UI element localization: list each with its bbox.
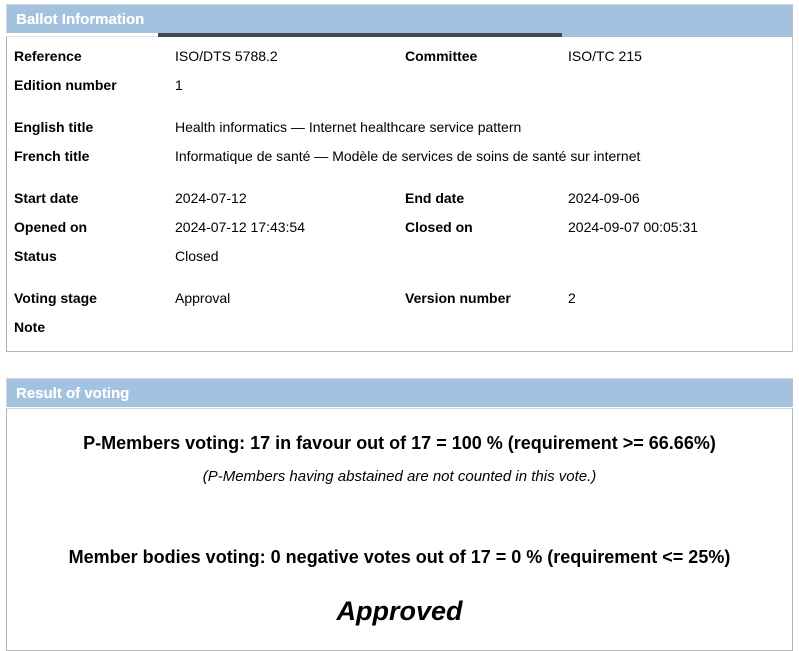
end-date-label: End date <box>405 189 465 206</box>
p-members-voting-line: P-Members voting: 17 in favour out of 17 = 100 % (requirement >= 66.66%) <box>83 433 716 453</box>
row-group-spacer <box>7 99 792 112</box>
table-row-french-title <box>7 141 792 170</box>
english-title-label: English title <box>14 118 94 135</box>
committee-label: Committee <box>405 47 478 64</box>
status-value: Closed <box>175 247 219 264</box>
ballot-information-title: Ballot Information <box>16 11 145 28</box>
table-row-edition <box>7 70 792 99</box>
end-date-value: 2024-09-06 <box>568 189 640 206</box>
voting-stage-value: Approval <box>175 289 231 306</box>
french-title-value: Informatique de santé — Modèle de services de soins de santé sur internet <box>175 147 641 164</box>
header-accent-dark-bar <box>158 33 562 37</box>
table-row-voting-stage-version <box>7 283 792 312</box>
opened-on-label: Opened on <box>14 218 88 235</box>
header-accent-strip <box>6 33 793 37</box>
start-date-label: Start date <box>14 189 79 206</box>
english-title-value: Health informatics — Internet healthcare service pattern <box>175 118 522 135</box>
outcome-approved: Approved <box>336 596 463 626</box>
row-group-spacer <box>7 270 792 283</box>
row-group-spacer <box>7 170 792 183</box>
start-date-value: 2024-07-12 <box>175 189 247 206</box>
table-row-opened-closed <box>7 212 792 241</box>
ballot-information-header <box>6 4 793 33</box>
voting-stage-label: Voting stage <box>14 289 97 306</box>
table-row-reference-committee <box>7 41 792 70</box>
reference-value: ISO/DTS 5788.2 <box>175 47 278 64</box>
header-accent-right <box>562 33 793 37</box>
result-of-voting-panel <box>6 378 793 651</box>
edition-number-label: Edition number <box>14 76 117 93</box>
closed-on-label: Closed on <box>405 218 473 235</box>
result-of-voting-title: Result of voting <box>16 385 130 402</box>
table-row-note <box>7 312 792 341</box>
version-number-value: 2 <box>568 289 576 306</box>
result-of-voting-header <box>6 378 793 407</box>
committee-value: ISO/TC 215 <box>568 47 642 64</box>
ballot-information-table <box>6 37 793 352</box>
table-row-status <box>7 241 792 270</box>
opened-on-value: 2024-07-12 17:43:54 <box>175 218 305 235</box>
ballot-information-panel <box>6 4 793 352</box>
french-title-label: French title <box>14 147 90 164</box>
edition-number-value: 1 <box>175 76 183 93</box>
reference-label: Reference <box>14 47 82 64</box>
member-bodies-voting-line: Member bodies voting: 0 negative votes out of 17 = 0 % (requirement <= 25%) <box>68 547 731 567</box>
closed-on-value: 2024-09-07 00:05:31 <box>568 218 698 235</box>
note-label: Note <box>14 318 46 335</box>
result-of-voting-body <box>6 408 793 651</box>
version-number-label: Version number <box>405 289 511 306</box>
table-row-start-end-date <box>7 183 792 212</box>
abstain-note: (P-Members having abstained are not counted in this vote.) <box>202 468 597 485</box>
table-row-english-title <box>7 112 792 141</box>
status-label: Status <box>14 247 57 264</box>
header-accent-left <box>6 33 158 37</box>
